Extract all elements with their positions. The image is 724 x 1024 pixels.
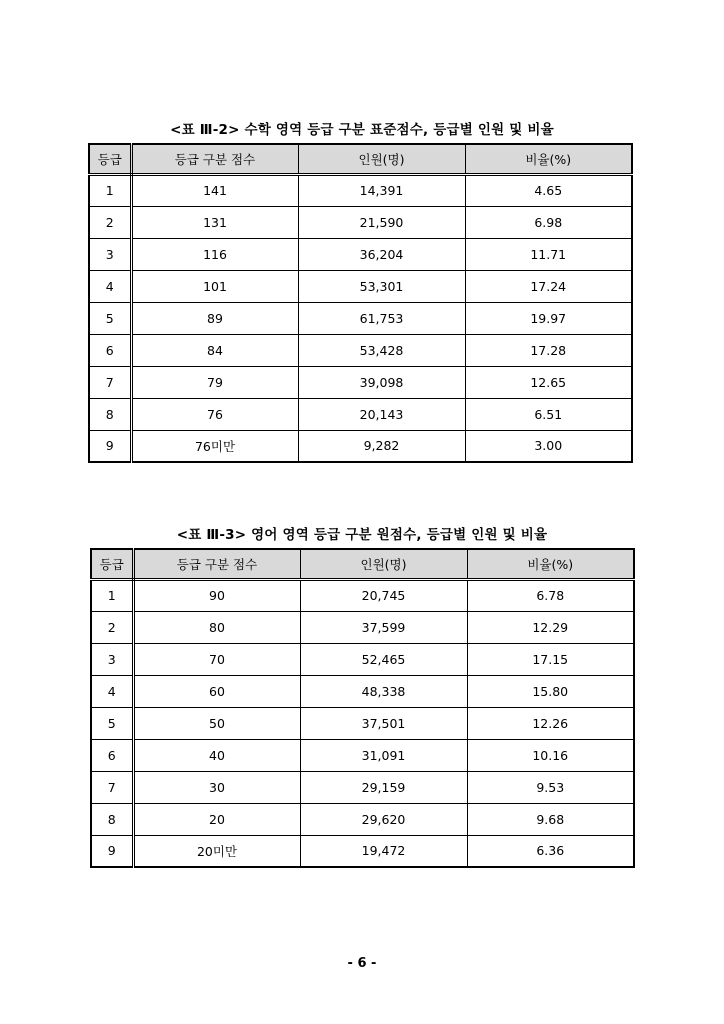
math-grade-table xyxy=(88,143,633,463)
cell-ratio: 17.15 xyxy=(467,643,634,675)
cell-count: 29,159 xyxy=(300,771,467,803)
cell-ratio: 4.65 xyxy=(465,174,632,206)
cell-ratio: 17.24 xyxy=(465,270,632,302)
table-row xyxy=(89,366,632,398)
cell-grade: 4 xyxy=(91,675,133,707)
cell-count: 53,428 xyxy=(298,334,465,366)
cell-count: 29,620 xyxy=(300,803,467,835)
cell-grade: 5 xyxy=(89,302,131,334)
cell-count: 21,590 xyxy=(298,206,465,238)
cell-count: 53,301 xyxy=(298,270,465,302)
header-grade: 등급 xyxy=(89,144,131,174)
cell-grade: 5 xyxy=(91,707,133,739)
cell-grade: 4 xyxy=(89,270,131,302)
table-row xyxy=(89,270,632,302)
table-row xyxy=(91,707,634,739)
cell-count: 20,143 xyxy=(298,398,465,430)
cell-ratio: 10.16 xyxy=(467,739,634,771)
cell-grade: 8 xyxy=(89,398,131,430)
cell-ratio: 19.97 xyxy=(465,302,632,334)
cell-count: 39,098 xyxy=(298,366,465,398)
cell-count: 20,745 xyxy=(300,579,467,611)
cell-count: 52,465 xyxy=(300,643,467,675)
cell-cutoff-score: 76미만 xyxy=(131,430,298,462)
header-cutoff-score: 등급 구분 점수 xyxy=(131,144,298,174)
cell-cutoff-score: 84 xyxy=(131,334,298,366)
cell-ratio: 6.98 xyxy=(465,206,632,238)
english-grade-table xyxy=(90,548,635,868)
table-row xyxy=(91,611,634,643)
header-cutoff-score: 등급 구분 점수 xyxy=(133,549,300,579)
table-row xyxy=(89,238,632,270)
cell-ratio: 6.78 xyxy=(467,579,634,611)
cell-cutoff-score: 60 xyxy=(133,675,300,707)
table-row xyxy=(91,803,634,835)
cell-count: 36,204 xyxy=(298,238,465,270)
cell-ratio: 9.68 xyxy=(467,803,634,835)
cell-cutoff-score: 89 xyxy=(131,302,298,334)
cell-ratio: 3.00 xyxy=(465,430,632,462)
cell-ratio: 12.26 xyxy=(467,707,634,739)
table-header-row xyxy=(91,549,634,579)
header-grade: 등급 xyxy=(91,549,133,579)
cell-cutoff-score: 20 xyxy=(133,803,300,835)
table-header-row xyxy=(89,144,632,174)
cell-cutoff-score: 30 xyxy=(133,771,300,803)
header-ratio: 비율(%) xyxy=(467,549,634,579)
cell-grade: 8 xyxy=(91,803,133,835)
table-caption-math: <표 Ⅲ-2> 수학 영역 등급 구분 표준점수, 등급별 인원 및 비율 xyxy=(170,122,554,138)
cell-cutoff-score: 101 xyxy=(131,270,298,302)
table-row xyxy=(89,430,632,462)
cell-cutoff-score: 141 xyxy=(131,174,298,206)
table-row xyxy=(91,579,634,611)
cell-cutoff-score: 79 xyxy=(131,366,298,398)
cell-ratio: 15.80 xyxy=(467,675,634,707)
cell-grade: 2 xyxy=(91,611,133,643)
cell-grade: 3 xyxy=(89,238,131,270)
cell-grade: 6 xyxy=(89,334,131,366)
cell-ratio: 12.29 xyxy=(467,611,634,643)
cell-ratio: 6.36 xyxy=(467,835,634,867)
table-row xyxy=(89,302,632,334)
table-row xyxy=(89,206,632,238)
table-row xyxy=(89,398,632,430)
cell-count: 48,338 xyxy=(300,675,467,707)
cell-grade: 7 xyxy=(91,771,133,803)
cell-cutoff-score: 76 xyxy=(131,398,298,430)
table-row xyxy=(91,675,634,707)
cell-count: 37,501 xyxy=(300,707,467,739)
table-row xyxy=(89,334,632,366)
cell-grade: 3 xyxy=(91,643,133,675)
cell-ratio: 12.65 xyxy=(465,366,632,398)
cell-cutoff-score: 70 xyxy=(133,643,300,675)
cell-cutoff-score: 40 xyxy=(133,739,300,771)
cell-cutoff-score: 50 xyxy=(133,707,300,739)
table-row xyxy=(91,835,634,867)
header-ratio: 비율(%) xyxy=(465,144,632,174)
cell-ratio: 9.53 xyxy=(467,771,634,803)
header-count: 인원(명) xyxy=(298,144,465,174)
cell-cutoff-score: 131 xyxy=(131,206,298,238)
page-number: - 6 - xyxy=(347,956,377,971)
cell-grade: 1 xyxy=(89,174,131,206)
cell-ratio: 11.71 xyxy=(465,238,632,270)
cell-count: 37,599 xyxy=(300,611,467,643)
table-row xyxy=(89,174,632,206)
cell-cutoff-score: 80 xyxy=(133,611,300,643)
cell-count: 14,391 xyxy=(298,174,465,206)
cell-grade: 9 xyxy=(91,835,133,867)
cell-count: 31,091 xyxy=(300,739,467,771)
cell-cutoff-score: 116 xyxy=(131,238,298,270)
table-row xyxy=(91,739,634,771)
header-count: 인원(명) xyxy=(300,549,467,579)
cell-grade: 6 xyxy=(91,739,133,771)
cell-count: 19,472 xyxy=(300,835,467,867)
cell-count: 61,753 xyxy=(298,302,465,334)
cell-ratio: 17.28 xyxy=(465,334,632,366)
cell-cutoff-score: 90 xyxy=(133,579,300,611)
cell-grade: 7 xyxy=(89,366,131,398)
cell-grade: 2 xyxy=(89,206,131,238)
table-caption-english: <표 Ⅲ-3> 영어 영역 등급 구분 원점수, 등급별 인원 및 비율 xyxy=(176,527,548,543)
cell-count: 9,282 xyxy=(298,430,465,462)
table-row xyxy=(91,643,634,675)
table-row xyxy=(91,771,634,803)
cell-ratio: 6.51 xyxy=(465,398,632,430)
cell-grade: 1 xyxy=(91,579,133,611)
cell-grade: 9 xyxy=(89,430,131,462)
cell-cutoff-score: 20미만 xyxy=(133,835,300,867)
